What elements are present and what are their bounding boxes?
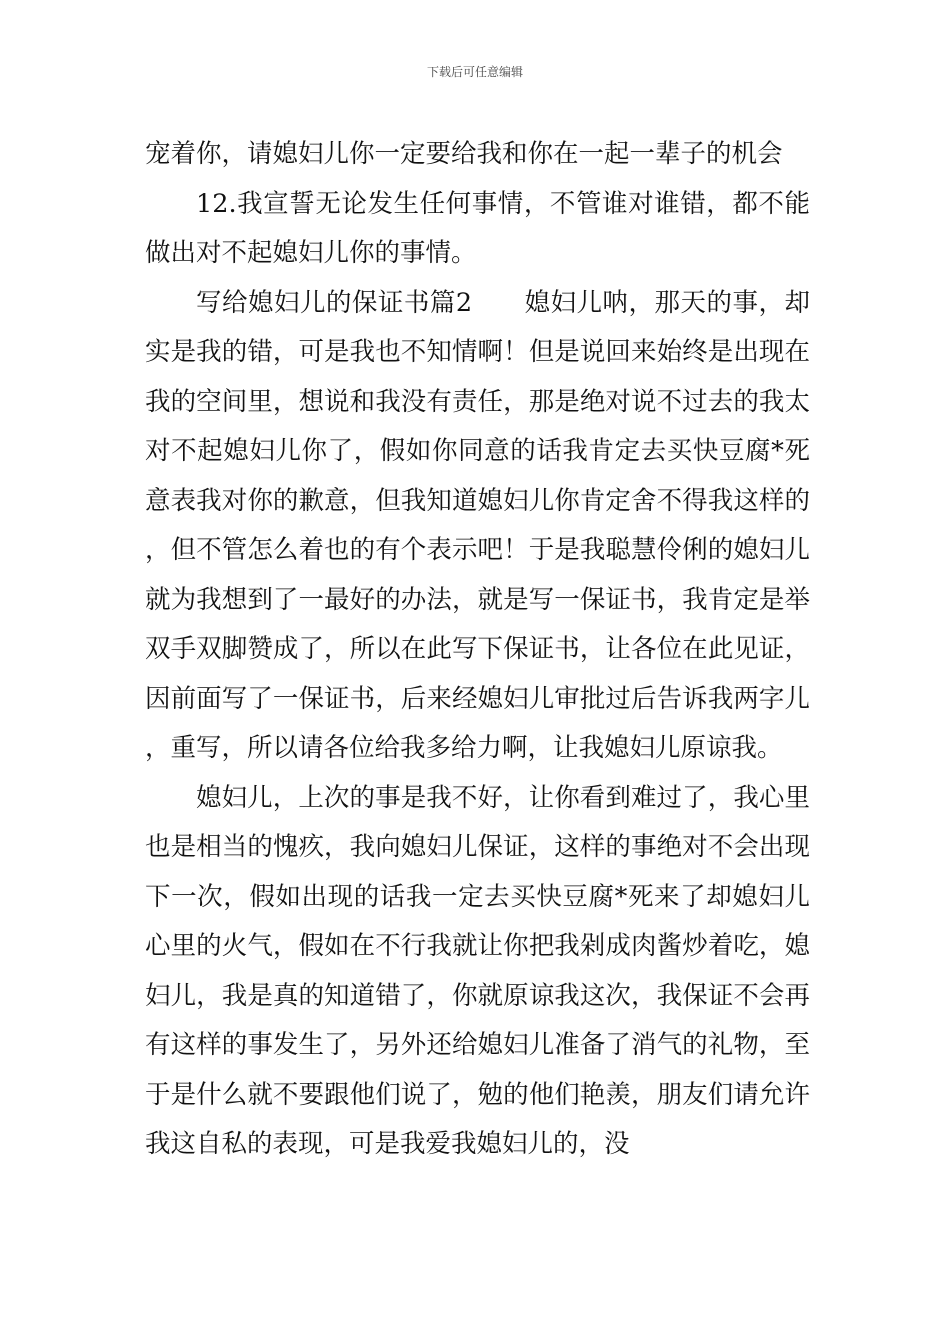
paragraph-2: 12.我宣誓无论发生任何事情，不管谁对谁错，都不能做出对不起媳妇儿你的事情。 xyxy=(145,188,810,268)
section-title: 写给媳妇儿的保证书篇2 xyxy=(196,287,473,318)
paragraph-3 xyxy=(145,279,810,774)
paragraph-4: 媳妇儿，上次的事是我不好，让你看到难过了，我心里也是相当的愧疚，我向媳妇儿保证，这样的事绝对不会出现下一次，假如出现的话我一定去买快豆腐*死来了却媳妇儿心里的火气，假如在不行我就让你把我剁成肉酱炒着吃，媳妇儿，我是真的知道错了，你就原谅我这次，我保证不会再有这样的事发生了，另外还给媳妇儿准备了消气的礼物，至于是什么就不要跟他们说了，勉的他们艳羡，朋友们请允许我这自私的表现，可是我爱我媳妇儿的，没 xyxy=(145,782,810,1159)
document-body xyxy=(145,130,810,1170)
paragraph-3-text: 媳妇儿呐，那天的事，却实是我的错，可是我也不知情啊！但是说回来始终是出现在我的空间里，想说和我没有责任，那是绝对说不过去的我太对不起媳妇儿你了，假如你同意的话我肯定去买快豆腐*死意表我对你的歉意，但我知道媳妇儿你肯定舍不得我这样的，但不管怎么着也的有个表示吧！于是我聪慧伶俐的媳妇儿就为我想到了一最好的办法，就是写一保证书，我肯定是举双手双脚赞成了，所以在此写下保证书，让各位在此见证，因前面写了一保证书，后来经媳妇儿审批过后告诉我两字儿，重写，所以请各位给我多给力啊，让我媳妇儿原谅我。 xyxy=(145,287,810,763)
page-header-note: 下载后可任意编辑 xyxy=(426,65,523,79)
paragraph-1: 宠着你，请媳妇儿你一定要给我和你在一起一辈子的机会 xyxy=(145,139,783,169)
